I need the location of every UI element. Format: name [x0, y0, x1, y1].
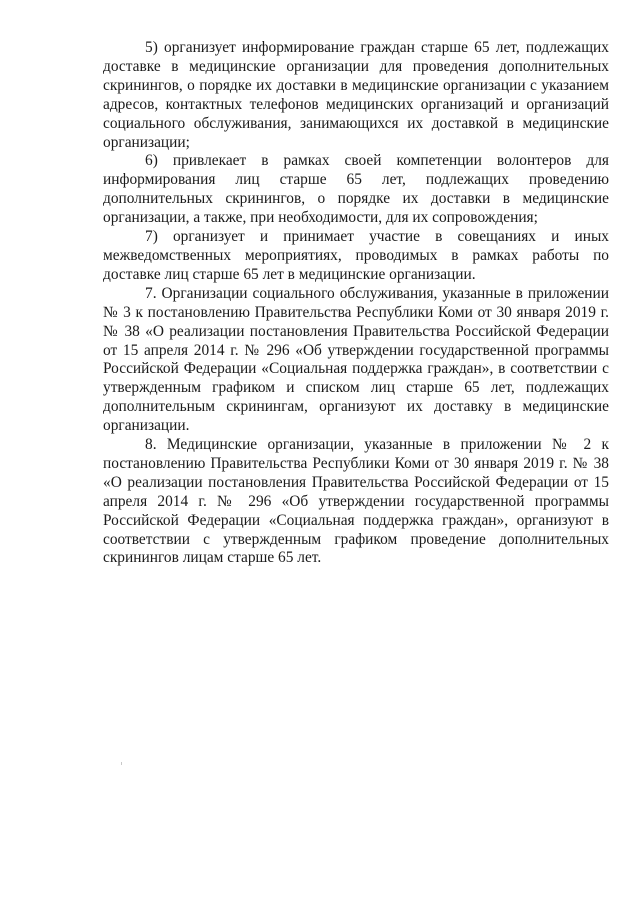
document-body [103, 39, 609, 568]
scan-speck [121, 762, 122, 765]
paragraph-item-5: 5) организует информирование граждан старше 65 лет, подлежащих доставке в медицинские организации для проведения дополнительных скринингов, о порядке их доставки в медицинские организации с указанием адресов, контактных телефонов медицинских организаций и организаций социального обслуживания, занимающихся их доставкой в медицинские организации; [103, 39, 609, 151]
paragraph-clause-7: 7. Организации социального обслуживания, указанные в приложении № 3 к постановлению Правительства Республики Коми от 30 января 2019 г. № 38 «О реализации постановления Правительства Российской Федерации от 15 апреля 2014 г. № 296 «Об утверждении государственной программы Российской Федерации «Социальная поддержка граждан», в соответствии с утвержденным графиком и списком лиц старше 65 лет, подлежащих дополнительным скринингам, организуют их доставку в медицинские организации. [103, 284, 609, 435]
paragraph-item-6: 6) привлекает в рамках своей компетенции волонтеров для информирования лиц старше 65 лет, подлежащих проведению дополнительных скринингов, о порядке их доставки в медицинские организации, а также, при необходимости, для их сопровождения; [103, 152, 609, 227]
paragraph-item-7: 7) организует и принимает участие в совещаниях и иных межведомственных мероприятиях, проводимых в рамках работы по доставке лиц старше 65 лет в медицинские организации. [103, 228, 609, 283]
paragraph-clause-8: 8. Медицинские организации, указанные в приложении № 2 к постановлению Правительства Республики Коми от 30 января 2019 г. № 38 «О реализации постановления Правительства Российской Федерации от 15 апреля 2014 г. № 296 «Об утверждении государственной программы Российской Федерации «Социальная поддержка граждан», организуют в соответствии с утвержденным графиком проведение дополнительных скринингов лицам старше 65 лет. [103, 436, 609, 567]
